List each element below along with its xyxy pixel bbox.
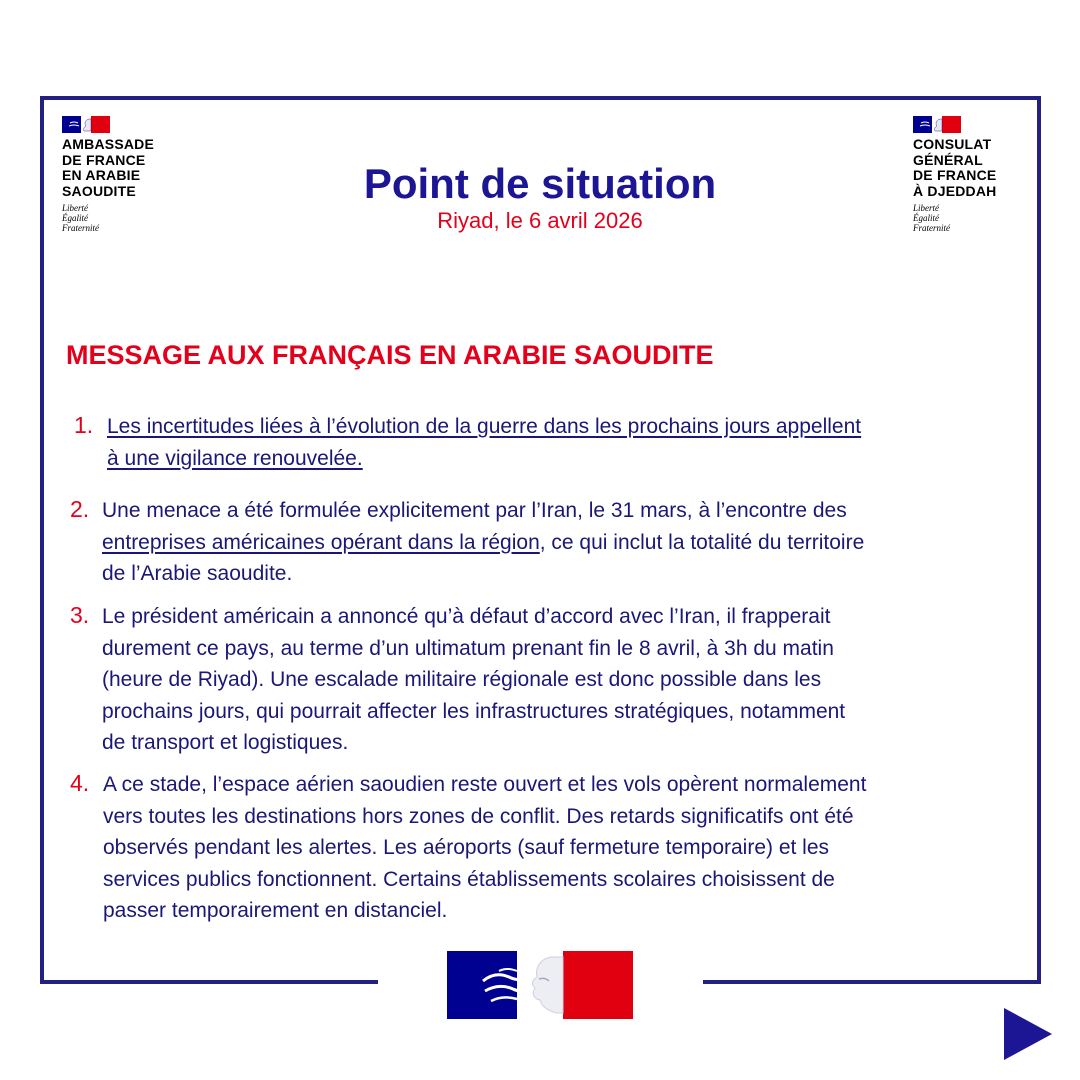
- play-triangle-icon[interactable]: [1000, 1006, 1054, 1062]
- marianne-flag-icon: [913, 116, 961, 133]
- frame-bottom-left: [40, 980, 378, 984]
- marianne-flag-icon: [62, 116, 110, 133]
- item-text: Les incertitudes liées à l’évolution de la guerre dans les prochains jours appellent à une vigilance renouvelée.: [107, 415, 862, 470]
- item-number: 3.: [70, 602, 90, 628]
- consulate-motto: Liberté Égalité Fraternité: [913, 203, 950, 234]
- frame-top: [40, 96, 1041, 100]
- item-text: Une menace a été formulée explicitement par l’Iran, le 31 mars, à l’encontre des entreprises américaines opérant dans la région, ce qui inclut la totalité du territoire de l’Arabie saoudite.: [102, 499, 865, 585]
- message-headline: MESSAGE AUX FRANÇAIS EN ARABIE SAOUDITE: [66, 340, 714, 370]
- marianne-logo-icon: [447, 951, 633, 1019]
- item-text: Le président américain a annoncé qu’à défaut d’accord avec l’Iran, il frapperait durement ce pays, au terme d’un ultimatum prenant fin le 8 avril, à 3h du matin (heure de Riyad). Une escalade militaire régionale est donc possible dans les prochains jours, qui pourrait affecter les infrastructures stratégiques, notamment de transport et logistiques.: [102, 605, 846, 754]
- item-number: 1.: [74, 412, 94, 438]
- item-text: A ce stade, l’espace aérien saoudien reste ouvert et les vols opèrent normalement vers toutes les destinations hors zones de conflit. Des retards significatifs ont été observés pendant les alertes. Les aéroports (sauf fermeture temporaire) et les services publics fonctionnent. Certains établissements scolaires choisissent de passer temporairement en distanciel.: [103, 773, 867, 922]
- page-subtitle: Riyad, le 6 avril 2026: [437, 208, 643, 233]
- page-title: Point de situation: [363, 160, 717, 207]
- embassy-name: AMBASSADE DE FRANCE EN ARABIE SAOUDITE: [62, 136, 155, 199]
- frame-bottom-right: [703, 980, 1041, 984]
- item-number: 4.: [70, 770, 90, 796]
- consulate-name: CONSULAT GÉNÉRAL DE FRANCE À DJEDDAH: [913, 136, 997, 199]
- item-number: 2.: [70, 496, 90, 522]
- embassy-motto: Liberté Égalité Fraternité: [62, 203, 99, 234]
